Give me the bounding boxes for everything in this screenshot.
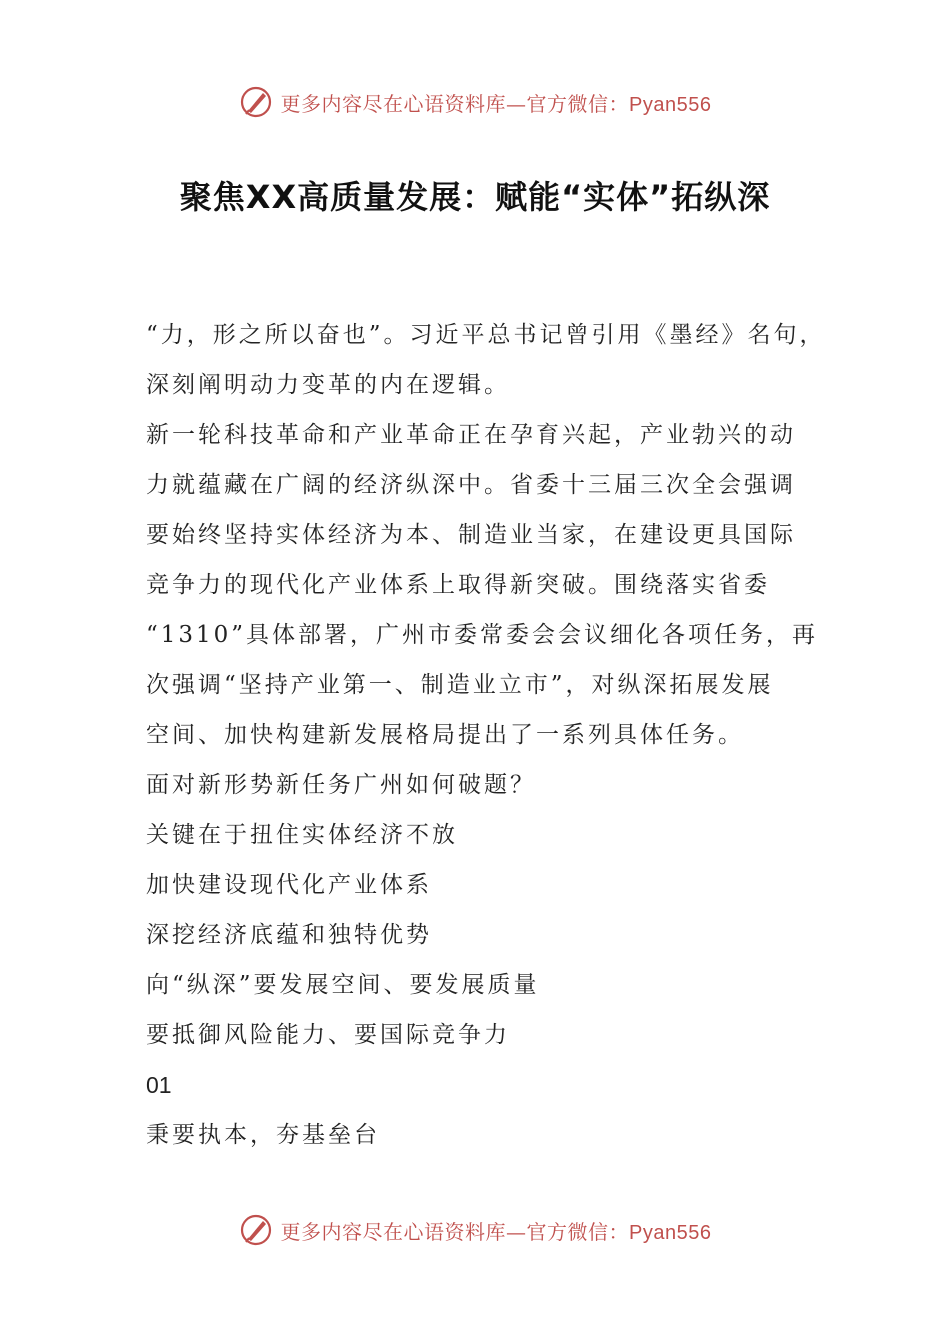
watermark-banner-bottom [0, 1210, 950, 1250]
document-body [146, 310, 826, 1160]
watermark-text: 更多内容尽在心语资料库—官方微信：Pyan556 [280, 91, 712, 116]
quill-pen-logo-icon [239, 85, 273, 119]
body-line: 要始终坚持实体经济为本、制造业当家，在建设更具国际 [146, 522, 796, 548]
body-line: “力，形之所以奋也”。习近平总书记曾引用《墨经》名句， [146, 322, 826, 348]
body-line: 次强调“坚持产业第一、制造业立市”，对纵深拓展发展 [146, 672, 774, 698]
body-line: “1310”具体部署，广州市委常委会会议细化各项任务，再 [146, 622, 819, 648]
body-line: 深挖经济底蕴和独特优势 [146, 922, 432, 948]
document-title: 聚焦XX高质量发展：赋能“实体”拓纵深 [179, 178, 771, 216]
watermark-banner-top [0, 82, 950, 122]
body-line: 空间、加快构建新发展格局提出了一系列具体任务。 [146, 722, 744, 748]
body-line: 要抵御风险能力、要国际竞争力 [146, 1022, 510, 1048]
quill-pen-logo-icon [239, 1213, 273, 1247]
body-line: 加快建设现代化产业体系 [146, 872, 432, 898]
body-line: 深刻阐明动力变革的内在逻辑。 [146, 372, 510, 398]
watermark-text: 更多内容尽在心语资料库—官方微信：Pyan556 [280, 1219, 712, 1244]
section-heading: 秉要执本，夯基垒台 [146, 1122, 380, 1148]
body-line: 面对新形势新任务广州如何破题？ [146, 772, 536, 798]
body-line: 新一轮科技革命和产业革命正在孕育兴起，产业勃兴的动 [146, 422, 796, 448]
body-line: 向“纵深”要发展空间、要发展质量 [146, 972, 540, 998]
body-line: 竞争力的现代化产业体系上取得新突破。围绕落实省委 [146, 572, 770, 598]
body-line: 力就蕴藏在广阔的经济纵深中。省委十三届三次全会强调 [146, 472, 796, 498]
section-number: 01 [146, 1072, 172, 1098]
body-line: 关键在于扭住实体经济不放 [146, 822, 458, 848]
